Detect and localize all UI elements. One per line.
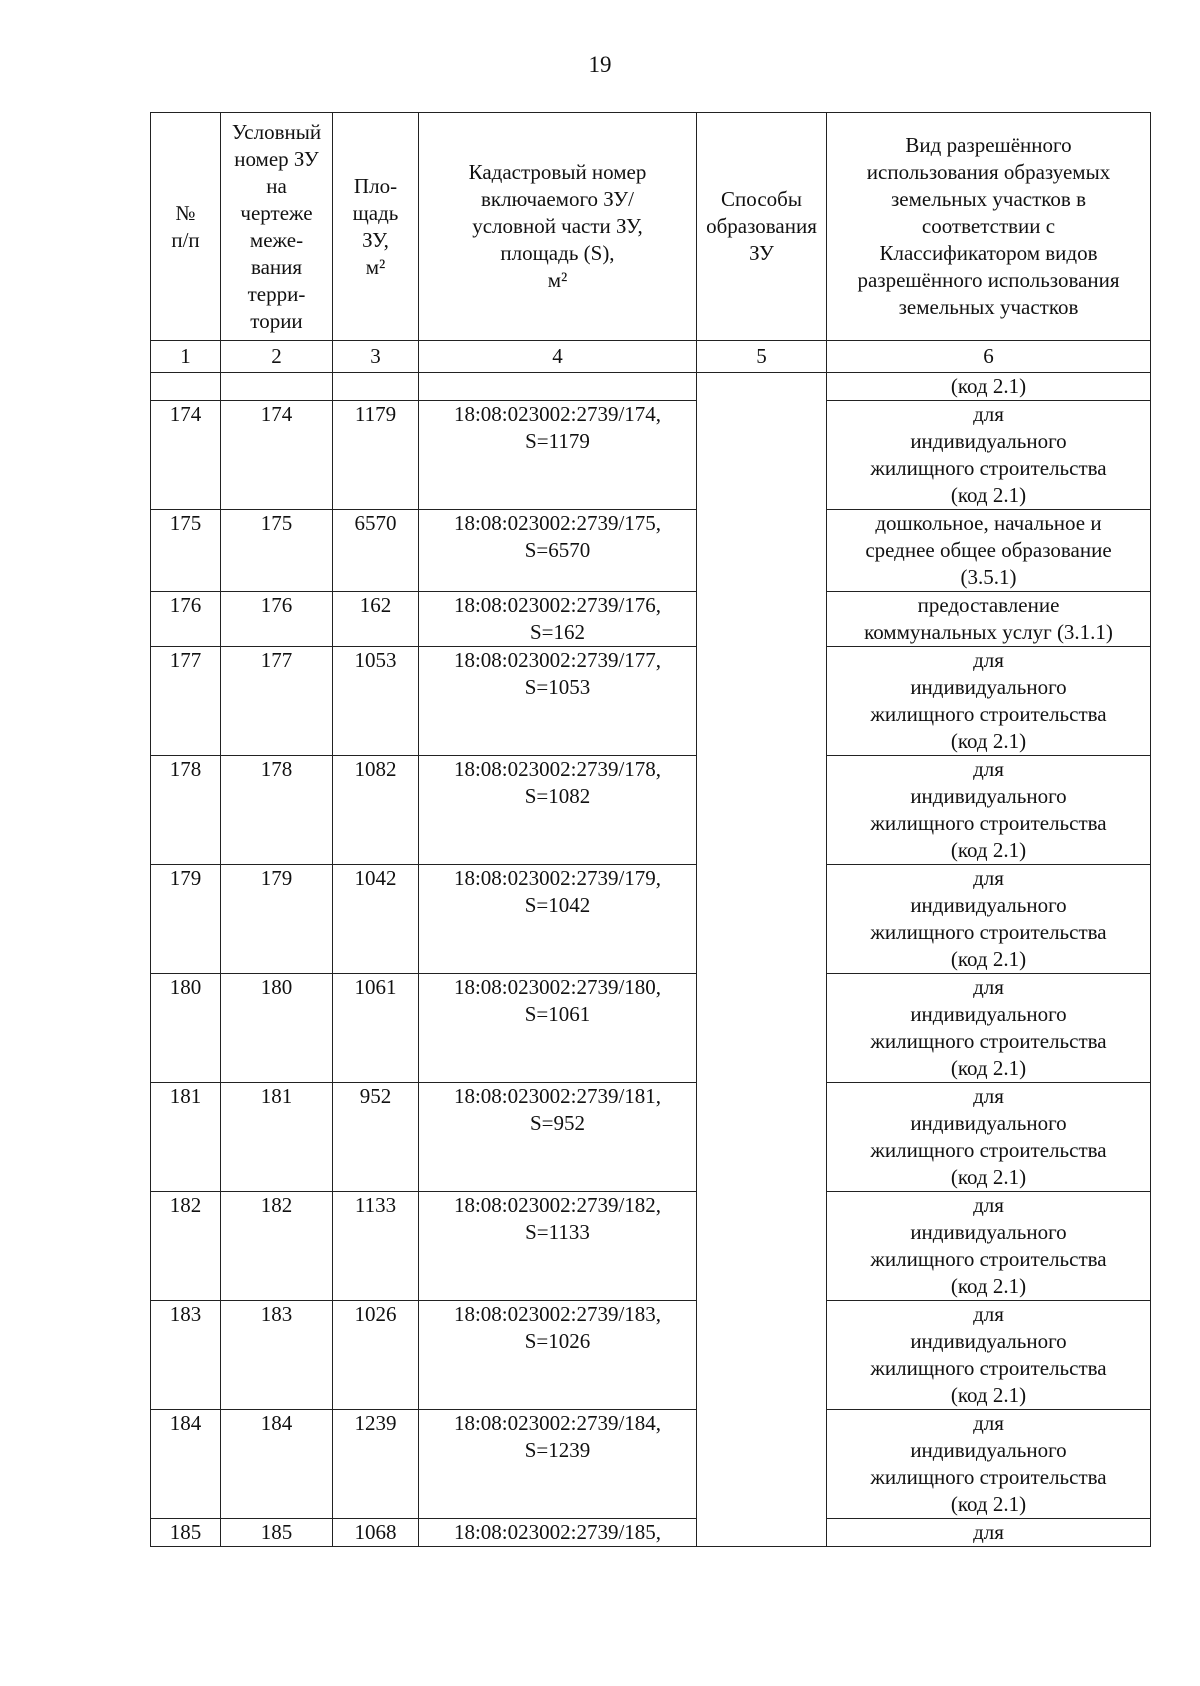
table-row (151, 974, 1151, 1083)
column-number: 6 (827, 341, 1151, 373)
plot-number-cell: 179 (221, 865, 333, 974)
table-row (151, 1192, 1151, 1301)
table-row (151, 756, 1151, 865)
cadastral-number-cell: 18:08:023002:2739/180, S=1061 (419, 974, 697, 1083)
header-cell: Способы образования ЗУ (697, 113, 827, 341)
use-cell: для индивидуального жилищного строительства (код 2.1) (827, 647, 1151, 756)
cadastral-number-cell: 18:08:023002:2739/184, S=1239 (419, 1410, 697, 1519)
cadastral-number-cell: 18:08:023002:2739/178, S=1082 (419, 756, 697, 865)
land-plots-table (150, 112, 1151, 1547)
header-cell: № п/п (151, 113, 221, 341)
plot-number-cell: 181 (221, 1083, 333, 1192)
plot-number-cell: 183 (221, 1301, 333, 1410)
use-cell: для индивидуального жилищного строительства (код 2.1) (827, 1301, 1151, 1410)
header-cell: Условный номер ЗУ на чертеже меже- вания терри- тории (221, 113, 333, 341)
table-row (151, 1083, 1151, 1192)
formation-method-cell (697, 373, 827, 1547)
column-number: 3 (333, 341, 419, 373)
row-number-cell: 176 (151, 592, 221, 647)
table-row (151, 592, 1151, 647)
cadastral-number-cell: 18:08:023002:2739/182, S=1133 (419, 1192, 697, 1301)
row-number-cell: 182 (151, 1192, 221, 1301)
area-cell: 1082 (333, 756, 419, 865)
area-cell: 952 (333, 1083, 419, 1192)
row-number-cell: 174 (151, 401, 221, 510)
area-cell: 1026 (333, 1301, 419, 1410)
use-cell: для индивидуального жилищного строительства (код 2.1) (827, 974, 1151, 1083)
cadastral-number-cell: 18:08:023002:2739/174, S=1179 (419, 401, 697, 510)
row-number-cell: 181 (151, 1083, 221, 1192)
cadastral-number-cell: 18:08:023002:2739/181, S=952 (419, 1083, 697, 1192)
area-cell: 1239 (333, 1410, 419, 1519)
area-cell: 6570 (333, 510, 419, 592)
table-row (151, 1410, 1151, 1519)
page-number: 19 (588, 52, 612, 77)
row-number-cell: 180 (151, 974, 221, 1083)
plot-number-cell: 180 (221, 974, 333, 1083)
row-number-cell: 185 (151, 1519, 221, 1547)
area-cell: 1179 (333, 401, 419, 510)
row-number-cell: 183 (151, 1301, 221, 1410)
plot-number-cell: 174 (221, 401, 333, 510)
header-cell: Пло- щадь ЗУ, м² (333, 113, 419, 341)
plot-number-cell: 175 (221, 510, 333, 592)
table-row (151, 647, 1151, 756)
use-cell: для индивидуального жилищного строительства (код 2.1) (827, 756, 1151, 865)
use-cell: для индивидуального жилищного строительства (код 2.1) (827, 1410, 1151, 1519)
use-cell: для индивидуального жилищного строительства (код 2.1) (827, 401, 1151, 510)
cadastral-number-cell: 18:08:023002:2739/185, (419, 1519, 697, 1547)
use-cell: для (827, 1519, 1151, 1547)
cadastral-number-cell: 18:08:023002:2739/175, S=6570 (419, 510, 697, 592)
area-cell: 1061 (333, 974, 419, 1083)
use-cell: дошкольное, начальное и среднее общее образование (3.5.1) (827, 510, 1151, 592)
table-row (151, 1301, 1151, 1410)
table-row (151, 1519, 1151, 1547)
plot-number-cell: 176 (221, 592, 333, 647)
header-row (151, 113, 1151, 341)
area-cell: 1053 (333, 647, 419, 756)
column-number: 2 (221, 341, 333, 373)
area-cell: 1068 (333, 1519, 419, 1547)
column-number: 4 (419, 341, 697, 373)
use-cell: для индивидуального жилищного строительства (код 2.1) (827, 1083, 1151, 1192)
area-cell: 162 (333, 592, 419, 647)
column-number: 5 (697, 341, 827, 373)
row-number-cell: 179 (151, 865, 221, 974)
table-row (151, 865, 1151, 974)
cadastral-number-cell: 18:08:023002:2739/176, S=162 (419, 592, 697, 647)
use-cell: для индивидуального жилищного строительства (код 2.1) (827, 865, 1151, 974)
area-cell: 1133 (333, 1192, 419, 1301)
row-number-cell: 178 (151, 756, 221, 865)
header-cell: Вид разрешённого использования образуемых земельных участков в соответствии с Классификатором видов разрешённого использования земельных участков (827, 113, 1151, 341)
row-number-cell: 184 (151, 1410, 221, 1519)
row-number-cell: 175 (151, 510, 221, 592)
row-number-cell: 177 (151, 647, 221, 756)
continuation-row (151, 373, 1151, 401)
use-cell: предоставление коммунальных услуг (3.1.1) (827, 592, 1151, 647)
use-cell: для индивидуального жилищного строительства (код 2.1) (827, 1192, 1151, 1301)
plot-number-cell: 185 (221, 1519, 333, 1547)
use-cell: (код 2.1) (827, 373, 1151, 401)
table-row (151, 401, 1151, 510)
plot-number-cell: 177 (221, 647, 333, 756)
cadastral-number-cell: 18:08:023002:2739/177, S=1053 (419, 647, 697, 756)
area-cell: 1042 (333, 865, 419, 974)
column-number-row (151, 341, 1151, 373)
table-row (151, 510, 1151, 592)
column-number: 1 (151, 341, 221, 373)
header-cell: Кадастровый номер включаемого ЗУ/ условной части ЗУ, площадь (S), м² (419, 113, 697, 341)
plot-number-cell: 184 (221, 1410, 333, 1519)
cadastral-number-cell: 18:08:023002:2739/179, S=1042 (419, 865, 697, 974)
cadastral-number-cell: 18:08:023002:2739/183, S=1026 (419, 1301, 697, 1410)
plot-number-cell: 178 (221, 756, 333, 865)
plot-number-cell: 182 (221, 1192, 333, 1301)
